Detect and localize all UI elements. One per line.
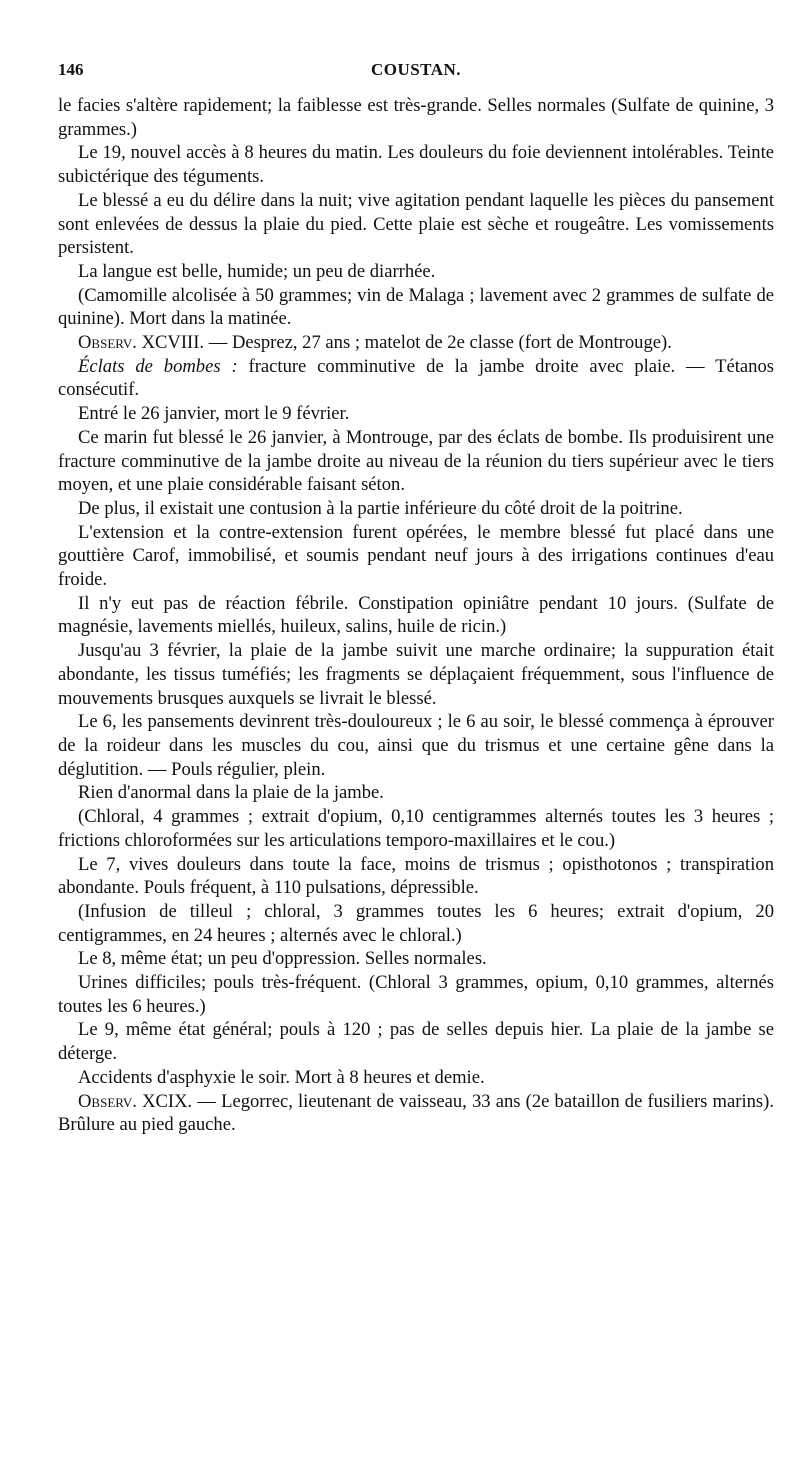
page-number: 146 bbox=[58, 60, 84, 79]
paragraph: Urines difficiles; pouls très-fréquent. (Chloral 3 grammes, opium, 0,10 grammes, alternés toutes les 6 heures.) bbox=[58, 972, 774, 1017]
running-head bbox=[58, 60, 774, 94]
running-title: COUSTAN. bbox=[370, 60, 462, 79]
paragraph: Il n'y eut pas de réaction fébrile. Constipation opiniâtre pendant 10 jours. (Sulfate de magnésie, lavements miellés, huileux, salins, huile de ricin.) bbox=[58, 592, 774, 638]
body-text bbox=[58, 94, 774, 1137]
paragraph: De plus, il existait une contusion à la partie inférieure du côté droit de la poitrine. bbox=[78, 497, 683, 519]
paragraph: Le blessé a eu du délire dans la nuit; vive agitation pendant laquelle les pièces du pansement sont enlevées de dessus la plaie du pied. Cette plaie est sèche et rougeâtre. Les vomissements persistent. bbox=[58, 189, 774, 259]
paragraph: L'extension et la contre-extension furent opérées, le membre blessé fut placé dans une gouttière Carof, immobilisé, et soumis pendant neuf jours à des irrigations continues d'eau froide. bbox=[58, 521, 774, 591]
paragraph: (Infusion de tilleul ; chloral, 3 grammes toutes les 6 heures; extrait d'opium, 20 centigrammes, en 24 heures ; alternés avec le chloral.) bbox=[58, 900, 774, 946]
book-page bbox=[58, 60, 774, 1137]
paragraph: (Camomille alcolisée à 50 grammes; vin de Malaga ; lavement avec 2 grammes de sulfate de quinine). Mort dans la matinée. bbox=[58, 284, 774, 330]
paragraph: Le 6, les pansements devinrent très-douloureux ; le 6 au soir, le blessé commença à éprouver de la roideur dans les muscles du cou, ainsi que du trismus et une certaine gêne dans la déglutition. — Pouls régulier, plein. bbox=[58, 711, 774, 780]
injury-label: Éclats de bombes : bbox=[78, 355, 238, 377]
paragraph: (Chloral, 4 grammes ; extrait d'opium, 0,10 centigrammes alternés toutes les 3 heures ; frictions chloroformées sur les articulations temporo-maxillaires et le cou.) bbox=[58, 806, 774, 851]
paragraph: le facies s'altère rapidement; la faiblesse est très-grande. Selles normales (Sulfate de quinine, 3 grammes.) bbox=[58, 95, 774, 140]
observation-heading: Observ. XCVIII. — Desprez, 27 ans ; matelot de 2e classe (fort de Montrouge). bbox=[78, 332, 672, 354]
paragraph: Éclats de bombes : fracture comminutive de la jambe droite avec plaie. — Tétanos consécutif. bbox=[58, 355, 774, 401]
paragraph: La langue est belle, humide; un peu de diarrhée. bbox=[78, 260, 436, 282]
paragraph: Entré le 26 janvier, mort le 9 février. bbox=[78, 403, 350, 425]
paragraph: Accidents d'asphyxie le soir. Mort à 8 heures et demie. bbox=[78, 1066, 485, 1088]
paragraph: Le 7, vives douleurs dans toute la face, moins de trismus ; opisthotonos ; transpiration abondante. Pouls fréquent, à 110 pulsations, dépressible. bbox=[58, 853, 774, 899]
paragraph: Rien d'anormal dans la plaie de la jambe. bbox=[78, 782, 384, 804]
paragraph: Jusqu'au 3 février, la plaie de la jambe suivit une marche ordinaire; la suppuration était abondante, les tissus tuméfiés; les fragments se déplaçaient fréquemment, sous l'influence de mouvements brusques auxquels se livrait le blessé. bbox=[58, 640, 774, 709]
paragraph: Le 8, même état; un peu d'oppression. Selles normales. bbox=[78, 948, 487, 970]
paragraph: Ce marin fut blessé le 26 janvier, à Montrouge, par des éclats de bombe. Ils produisirent une fracture comminutive de la jambe droite au niveau de la réunion du tiers supérieur avec le tiers moyen, et une plaie considérable faisant séton. bbox=[58, 426, 774, 496]
paragraph: Le 9, même état général; pouls à 120 ; pas de selles depuis hier. La plaie de la jambe se déterge. bbox=[58, 1019, 774, 1065]
observation-label: Observ. bbox=[78, 332, 137, 354]
paragraph: Le 19, nouvel accès à 8 heures du matin. Les douleurs du foie deviennent intolérables. Teinte subictérique des téguments. bbox=[58, 142, 774, 188]
observation-label: Observ. bbox=[78, 1090, 137, 1112]
observation-heading: Observ. XCIX. — Legorrec, lieutenant de vaisseau, 33 ans (2e bataillon de fusiliers marins). Brûlure au pied gauche. bbox=[58, 1090, 774, 1136]
